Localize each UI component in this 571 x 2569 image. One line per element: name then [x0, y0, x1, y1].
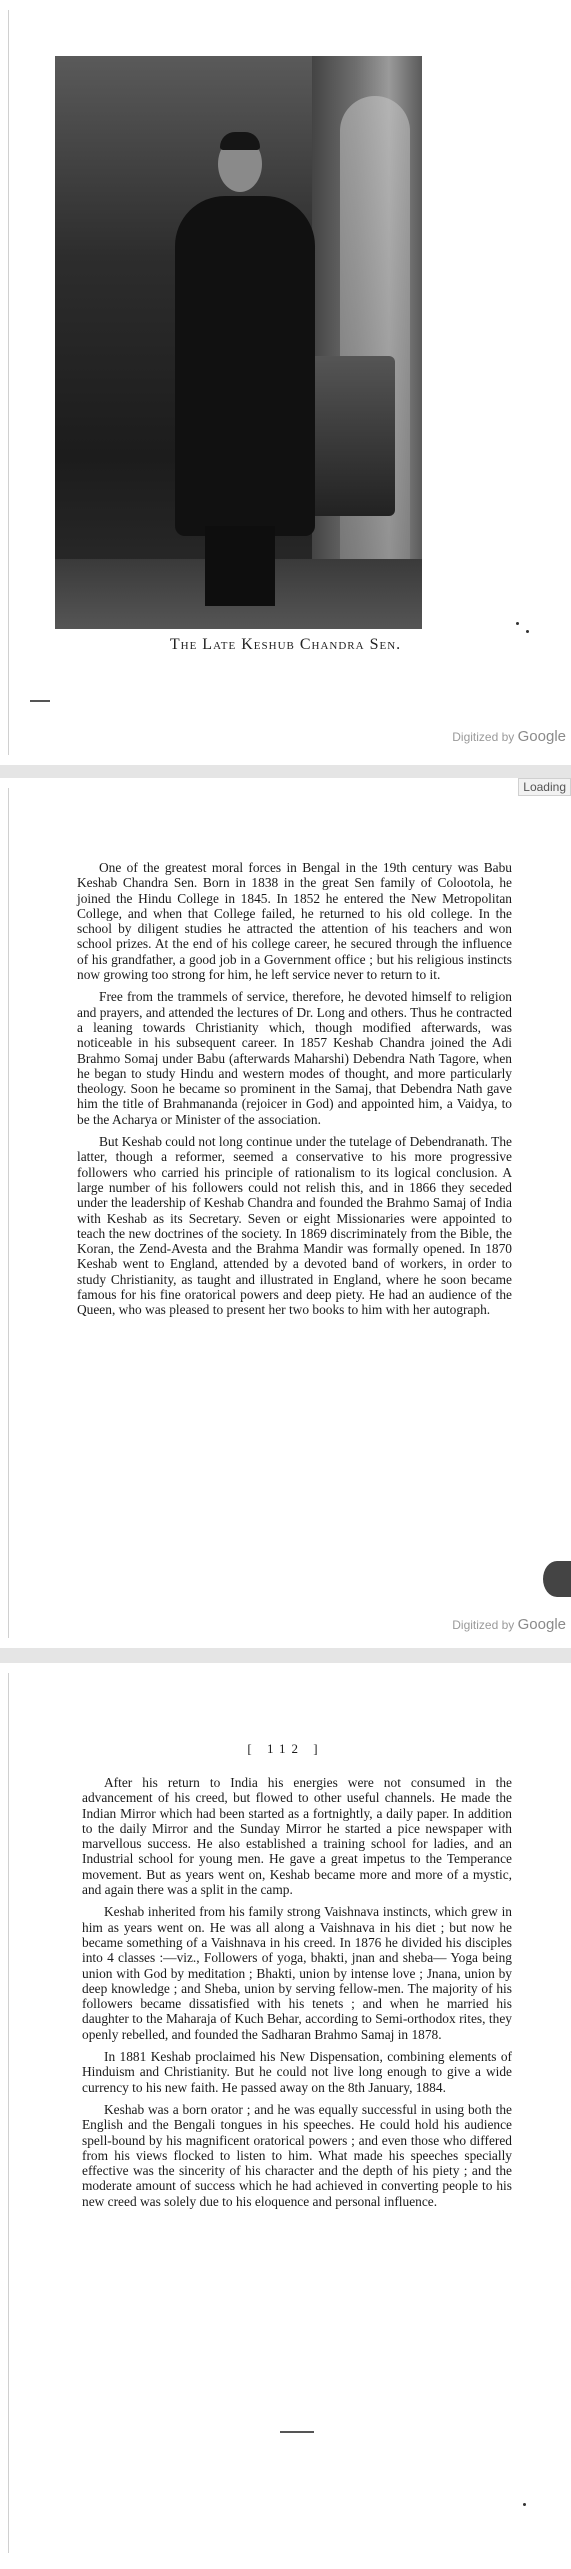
scan-page-3	[0, 1663, 571, 2569]
paragraph: But Keshab could not long continue under the tutelage of Debendranath. The latter, though a reformer, seemed a conservative to his more progressive followers who carried his principle of rationalism to its logical conclusion. A large number of his followers could not relish this, and in 1866 they seceded under the leadership of Keshab Chandra and founded the Brahmo Samaj of India with Keshab as its Secretary. Seven or eight Missionaries were appointed to teach the new doctrines of the society. In 1869 discriminately from the Bible, the Koran, the Zend-Avesta and the Brahma Mandir was formally opened. In 1870 Keshab went to England, attended by a devoted band of workers, in order to study Christianity, as taught and illustrated in England, where he soon became famous for his fine oratorical powers and deep piety. He had an audience of the Queen, who was pleased to present her two books to him with her autograph.	[77, 1134, 512, 1318]
paragraph: Keshab was a born orator ; and he was equally successful in using both the English and the Bengali tongues in his speeches. He could hold his audience spell-bound by his magnificent oratorical powers ; and even those who differed from his views flocked to listen to him. What made his speeches specially effective was the sincerity of his character and the depth of his piety ; and the moderate amount of success which he had achieved in converting people to his new creed was solely due to his eloquence and personal influence.	[82, 2101, 512, 2209]
photo-caption: The Late Keshub Chandra Sen.	[169, 636, 402, 653]
page-edge-line	[8, 788, 9, 1638]
paragraph: In 1881 Keshab proclaimed his New Dispensation, combining elements of Hinduism and Christianity. But he could not live long enough to give a wide currency to his new faith. He passed away on the 8th January, 1884.	[82, 2049, 512, 2095]
ink-dot	[516, 622, 519, 625]
loading-indicator: Loading	[518, 778, 571, 796]
paragraph: Free from the trammels of service, therefore, he devoted himself to religion and prayers, and attended the lectures of Dr. Long and others. Thus he contracted a leaning towards Christianity which, though modified afterwards, was noticeable in his subsequent career. In 1857 Keshab Chandra joined the Adi Brahmo Somaj under Babu (afterwards Maharshi) Debendra Nath Tagore, when he began to study Hindu and western modes of thought, and more particularly theology. Soon he became so prominent in the Samaj, that Debendra Nath gave him the title of Brahmananda (rejoicer in God) and appointed him, a Vaidya, to be the Acharya or Minister of the association.	[77, 989, 512, 1127]
paragraph: One of the greatest moral forces in Bengal in the 19th century was Babu Keshab Chandra Sen. Born in 1838 in the great Sen family of Colootola, he joined the Hindu College in 1845. In 1852 he entered the New Metropolitan College, and when that College failed, he returned to his old college. In the school by diligent studies he attracted the attention of his teachers and won school prizes. At the end of his college career, he secured through the influence of his grandfather, a good job in a Government office ; but his religious instincts now growing too strong for him, he left service never to return to it.	[77, 860, 512, 983]
digitized-watermark: Digitized by Google	[452, 728, 566, 745]
ink-dot	[526, 630, 529, 633]
scan-page-1	[0, 0, 571, 765]
ink-mark	[280, 2431, 314, 2433]
ink-dot	[523, 2503, 526, 2506]
paragraph: After his return to India his energies were not consumed in the advancement of his creed, but flowed to other useful channels. He made the Indian Mirror which had been started as a fortnightly, a daily paper. In addition to the daily Mirror and the Sunday Mirror he started a pice newspaper with marvellous success. He also established a training school for ladies, and an Industrial school for young men. He gave a great impetus to the Temperance movement. But as years went on, Keshab became more and more of a mystic, and again there was a split in the camp.	[82, 1775, 512, 1898]
page-edge-line	[8, 1673, 9, 2553]
body-text	[82, 1775, 512, 2216]
ink-blot	[543, 1561, 571, 1597]
paragraph: Keshab inherited from his family strong Vaishnava instincts, which grew in him as years went on. He was all along a Vaishnava in his diet ; but now he became something of a Vaishnava in his creed. In 1876 he divided his disciples into 4 classes :—viz., Followers of yoga, bhakti, jnan and sheba— Yoga being union with God by meditation ; Bhakti, union by intense love ; Jnana, union by deep knowledge ; and Sheba, union by serving fellow-men. The majority of his followers became dissatisfied with his tenets ; and when he married his daughter to the Maharaja of Kuch Behar, according to Semi-orthodox rites, they openly rebelled, and founded the Sadharan Brahmo Samaj in 1878.	[82, 1904, 512, 2042]
scan-page-2	[0, 778, 571, 1648]
ink-mark	[30, 700, 50, 702]
page-number: [ 112 ]	[247, 1741, 324, 1756]
digitized-watermark: Digitized by Google	[452, 1616, 566, 1633]
body-text	[77, 860, 512, 1325]
portrait-photograph	[55, 56, 422, 629]
